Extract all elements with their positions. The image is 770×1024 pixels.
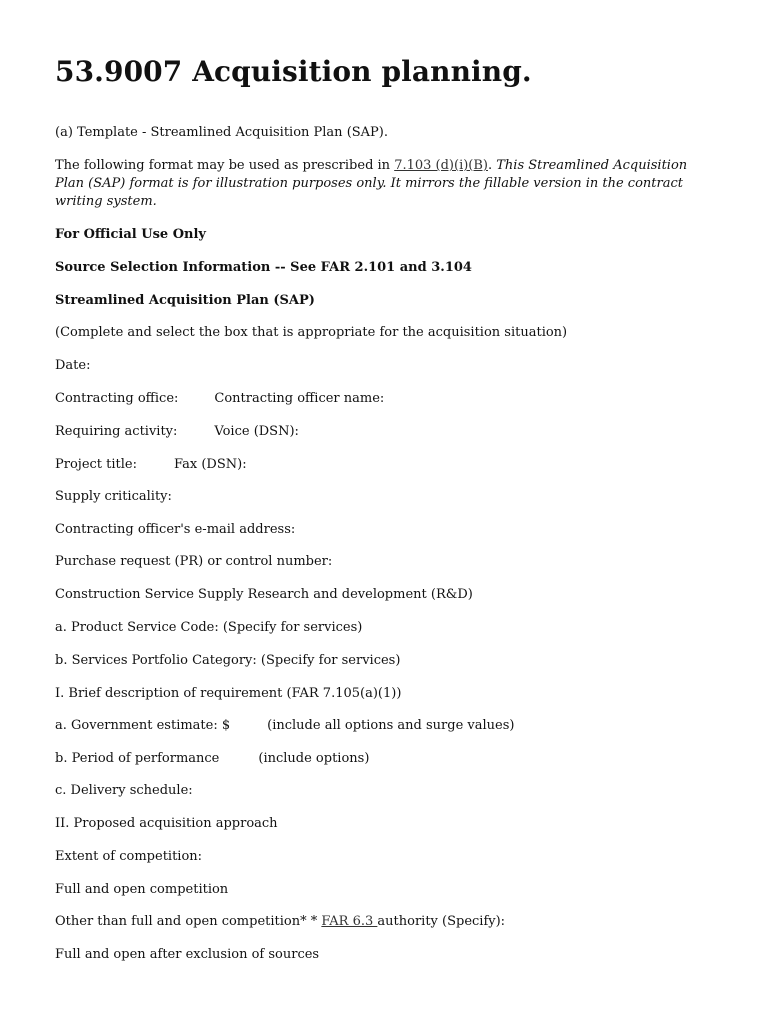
fax-dsn-label: Fax (DSN): bbox=[174, 457, 247, 472]
other-than-full-suffix: authority (Specify): bbox=[377, 914, 506, 929]
intro-italic-note: This Streamlined Acquisition Plan (SAP) format is for illustration purposes only. It mirrors the fillable version in the contract writing system. bbox=[55, 158, 688, 209]
project-title-label: Project title: bbox=[55, 457, 137, 472]
contracting-office-label: Contracting office: bbox=[55, 391, 179, 406]
page-title: 53.9007 Acquisition planning. bbox=[55, 55, 532, 88]
intro-suffix: . bbox=[488, 158, 497, 173]
office-row bbox=[55, 390, 384, 408]
extent-of-competition-label: Extent of competition: bbox=[55, 849, 203, 864]
estimate-note: (include all options and surge values) bbox=[267, 718, 515, 733]
government-estimate-label: a. Government estimate: $ bbox=[55, 718, 231, 733]
estimate-row bbox=[55, 717, 514, 735]
source-selection-label: Source Selection Information -- See FAR 2.101 and 3.104 bbox=[55, 260, 472, 275]
email-label: Contracting officer's e-mail address: bbox=[55, 522, 296, 537]
period-of-performance-label: b. Period of performance bbox=[55, 751, 220, 766]
far-63-link[interactable]: FAR 6.3 bbox=[321, 914, 378, 929]
requiring-activity-label: Requiring activity: bbox=[55, 424, 178, 439]
exclusion-of-sources-label: Full and open after exclusion of sources bbox=[55, 947, 320, 962]
full-open-competition-label: Full and open competition bbox=[55, 882, 229, 897]
other-than-full-row bbox=[55, 913, 505, 931]
official-use-label: For Official Use Only bbox=[55, 227, 206, 242]
section-2-heading: II. Proposed acquisition approach bbox=[55, 816, 278, 831]
sap-heading: Streamlined Acquisition Plan (SAP) bbox=[55, 293, 315, 308]
instruction-text: (Complete and select the box that is appropriate for the acquisition situation) bbox=[55, 325, 568, 340]
portfolio-label: b. Services Portfolio Category: (Specify for services) bbox=[55, 653, 401, 668]
template-heading: (a) Template - Streamlined Acquisition Plan (SAP). bbox=[55, 125, 389, 140]
activity-row bbox=[55, 423, 299, 441]
contracting-officer-name-label: Contracting officer name: bbox=[214, 391, 385, 406]
far-7103-link[interactable]: 7.103 (d)(i)(B) bbox=[394, 158, 488, 173]
voice-dsn-label: Voice (DSN): bbox=[214, 424, 299, 439]
intro-prefix: The following format may be used as prescribed in bbox=[55, 158, 395, 173]
supply-criticality-label: Supply criticality: bbox=[55, 489, 172, 504]
psc-label: a. Product Service Code: (Specify for services) bbox=[55, 620, 363, 635]
acquisition-categories: Construction Service Supply Research and development (R&D) bbox=[55, 587, 473, 602]
period-note: (include options) bbox=[258, 751, 370, 766]
section-1-heading: I. Brief description of requirement (FAR 7.105(a)(1)) bbox=[55, 686, 402, 701]
date-field-label: Date: bbox=[55, 358, 91, 373]
period-row bbox=[55, 750, 369, 768]
delivery-schedule-label: c. Delivery schedule: bbox=[55, 783, 193, 798]
intro-paragraph bbox=[55, 157, 715, 211]
other-than-full-prefix: Other than full and open competition* * bbox=[55, 914, 322, 929]
project-row bbox=[55, 456, 247, 474]
pr-number-label: Purchase request (PR) or control number: bbox=[55, 554, 333, 569]
